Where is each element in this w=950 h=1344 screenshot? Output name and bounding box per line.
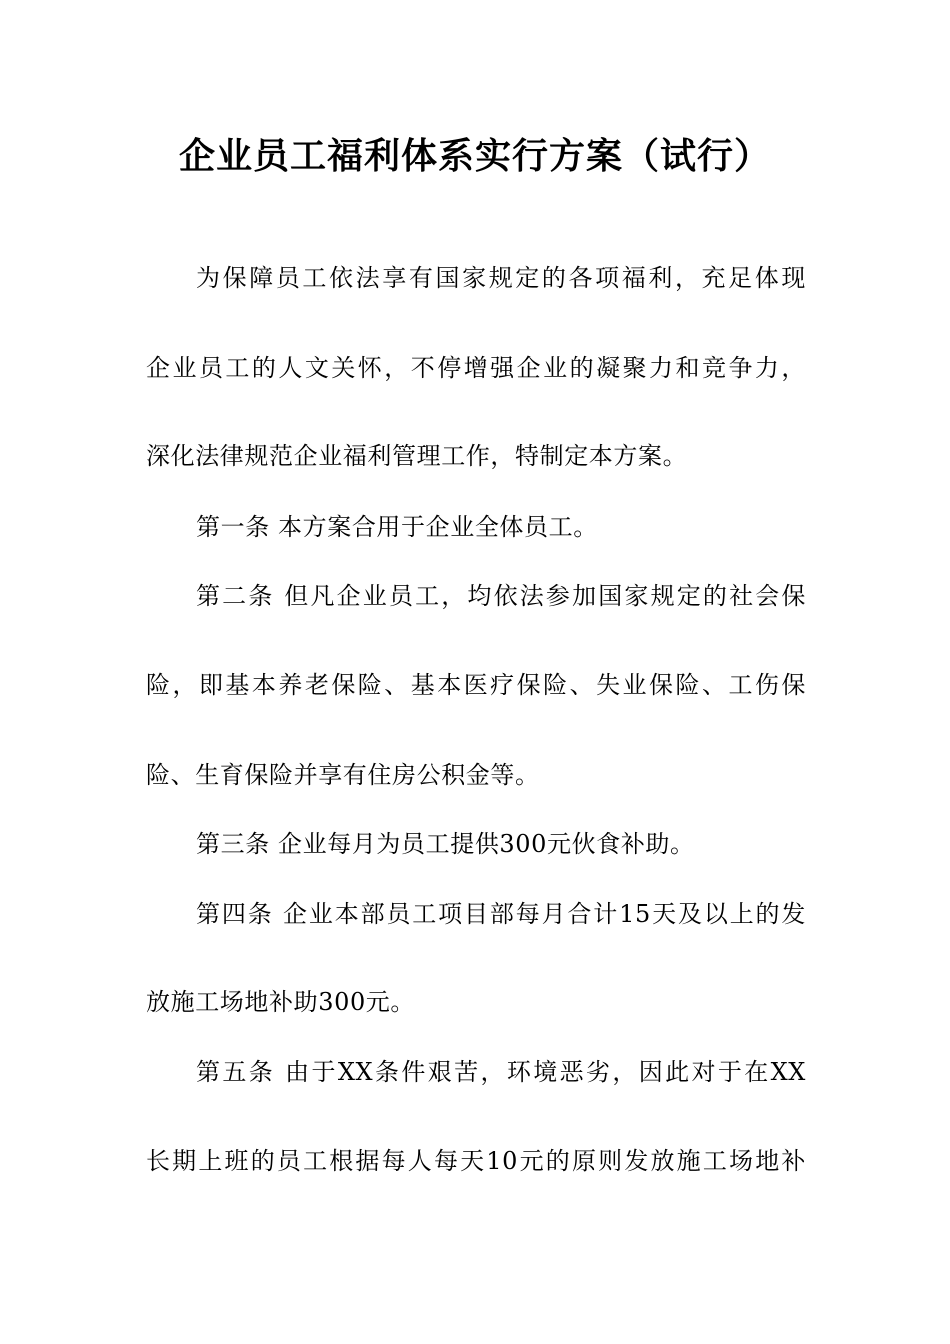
article-5-line: 第五条 由于XX条件艰苦，环境恶劣，因此对于在XX bbox=[196, 1058, 806, 1086]
article-2-line: 第二条 但凡企业员工，均依法参加国家规定的社会保 bbox=[196, 582, 806, 610]
article-3-line: 第三条 企业每月为员工提供300元伙食补助。 bbox=[196, 830, 695, 858]
paragraph-line: 企业员工的人文关怀，不停增强企业的凝聚力和竞争力， bbox=[146, 354, 806, 382]
paragraph-line: 深化法律规范企业福利管理工作，特制定本方案。 bbox=[146, 442, 688, 470]
article-2-line: 险，即基本养老保险、基本医疗保险、失业保险、工伤保 bbox=[146, 671, 806, 699]
article-5-line: 长期上班的员工根据每人每天10元的原则发放施工场地补 bbox=[146, 1147, 806, 1175]
article-2-line: 险、生育保险并享有住房公积金等。 bbox=[146, 761, 540, 789]
article-1-line: 第一条 本方案合用于企业全体员工。 bbox=[196, 513, 598, 541]
document-title: 企业员工福利体系实行方案（试行） bbox=[178, 136, 771, 177]
paragraph-line: 为保障员工依法享有国家规定的各项福利，充足体现 bbox=[196, 264, 806, 292]
article-4-line: 第四条 企业本部员工项目部每月合计15天及以上的发 bbox=[196, 900, 806, 928]
article-4-line: 放施工场地补助300元。 bbox=[146, 988, 416, 1016]
